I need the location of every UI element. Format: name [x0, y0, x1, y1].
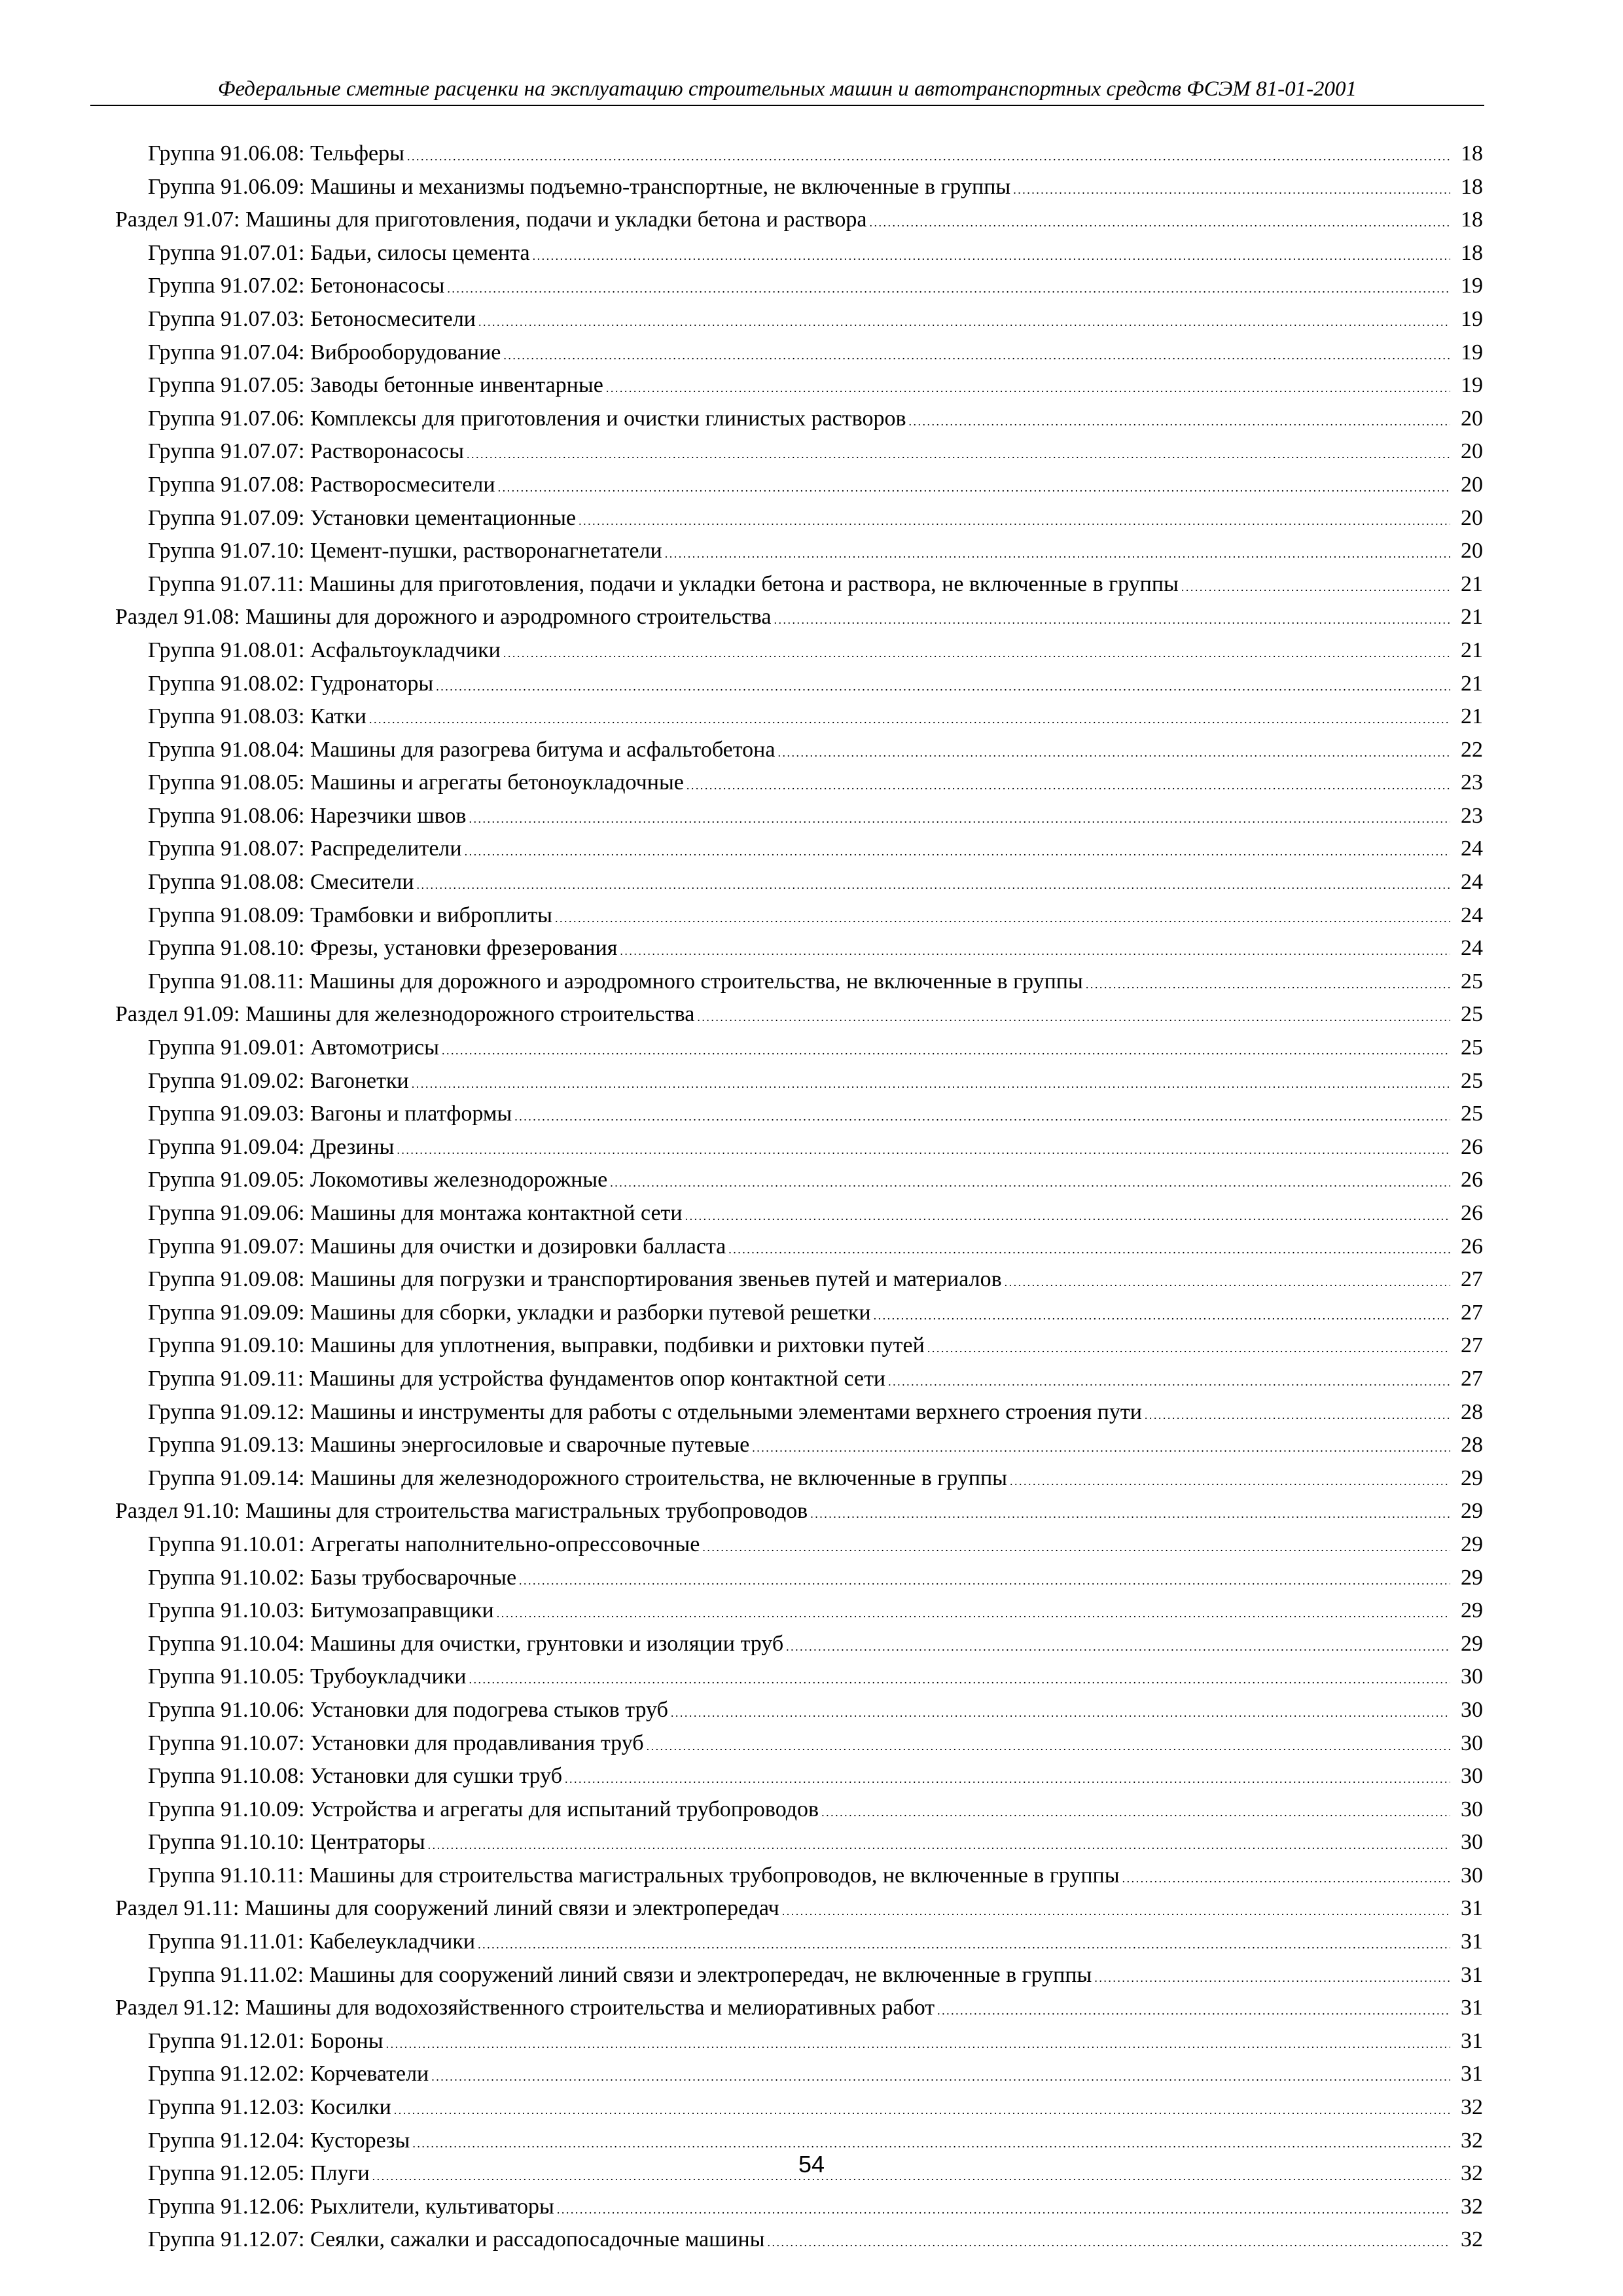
toc-entry-page-number: 19 [1461, 340, 1483, 365]
toc-group-entry[interactable] [115, 965, 1483, 999]
toc-group-entry[interactable] [115, 700, 1483, 734]
toc-entry-title: Группа 91.07.09: Установки цементационные [148, 505, 577, 530]
toc-entry-title: Группа 91.07.07: Растворонасосы [148, 439, 464, 464]
toc-entry-title: Группа 91.08.02: Гудронаторы [148, 671, 434, 696]
toc-entry-page-number: 23 [1461, 803, 1483, 828]
toc-entry-title: Раздел 91.08: Машины для дорожного и аэродромного строительства [115, 605, 772, 630]
toc-dot-leader [1086, 965, 1450, 999]
toc-entry-title: Группа 91.07.11: Машины для приготовления, подачи и укладки бетона и раствора, не включенные в группы [148, 571, 1179, 596]
toc-group-entry[interactable] [115, 1031, 1483, 1065]
toc-dot-leader [514, 1098, 1450, 1131]
toc-group-entry[interactable] [115, 2058, 1483, 2091]
toc-entry-page-number: 32 [1461, 2227, 1483, 2252]
toc-entry-title: Группа 91.10.11: Машины для строительства магистральных трубопроводов, не включенные в группы [148, 1863, 1120, 1888]
toc-section-entry[interactable] [115, 1992, 1483, 2025]
toc-entry-page-number: 25 [1461, 1035, 1483, 1060]
toc-dot-leader [1122, 1859, 1450, 1893]
toc-dot-leader [497, 1594, 1450, 1628]
toc-entry-title: Группа 91.07.03: Бетоносмесители [148, 306, 476, 331]
toc-entry-title: Группа 91.12.02: Корчеватели [148, 2062, 429, 2087]
toc-dot-leader [1181, 568, 1450, 601]
toc-entry-title: Группа 91.09.11: Машины для устройства фундаментов опор контактной сети [148, 1366, 886, 1391]
toc-group-entry[interactable] [115, 833, 1483, 866]
toc-dot-leader [465, 833, 1450, 866]
toc-dot-leader [394, 2091, 1450, 2125]
toc-group-entry[interactable] [115, 766, 1483, 800]
toc-entry-title: Раздел 91.12: Машины для водохозяйственного строительства и мелиоративных работ [115, 1996, 935, 2020]
toc-dot-leader [503, 634, 1450, 668]
toc-entry-title: Группа 91.09.07: Машины для очистки и дозировки балласта [148, 1234, 726, 1259]
toc-group-entry[interactable] [115, 270, 1483, 303]
toc-entry-title: Группа 91.08.11: Машины для дорожного и аэродромного строительства, не включенные в группы [148, 969, 1083, 994]
toc-entry-page-number: 18 [1461, 207, 1483, 232]
toc-dot-leader [397, 1131, 1450, 1164]
toc-dot-leader [768, 2223, 1450, 2257]
toc-dot-leader [620, 932, 1450, 965]
toc-entry-title: Группа 91.08.04: Машины для разогрева битума и асфальтобетона [148, 737, 776, 762]
toc-entry-title: Раздел 91.10: Машины для строительства магистральных трубопроводов [115, 1499, 808, 1524]
toc-group-entry[interactable] [115, 568, 1483, 601]
toc-entry-title: Группа 91.08.09: Трамбовки и виброплиты [148, 903, 552, 927]
toc-entry-page-number: 28 [1461, 1433, 1483, 1458]
toc-dot-leader [428, 1826, 1450, 1859]
toc-group-entry[interactable] [115, 1826, 1483, 1859]
toc-dot-leader [503, 336, 1450, 370]
toc-entry-page-number: 25 [1461, 1002, 1483, 1027]
toc-dot-leader [467, 435, 1450, 469]
toc-dot-leader [786, 1628, 1450, 1661]
header-divider [90, 105, 1484, 106]
toc-dot-leader [1013, 171, 1450, 204]
toc-group-entry[interactable] [115, 535, 1483, 568]
toc-group-entry[interactable] [115, 1230, 1483, 1264]
toc-entry-title: Группа 91.12.05: Плуги [148, 2161, 370, 2186]
toc-entry-page-number: 18 [1461, 141, 1483, 166]
toc-entry-title: Группа 91.09.08: Машины для погрузки и транспортирования звеньев путей и материалов [148, 1267, 1002, 1292]
toc-entry-title: Группа 91.10.04: Машины для очистки, грунтовки и изоляции труб [148, 1631, 784, 1656]
toc-group-entry[interactable] [115, 800, 1483, 833]
toc-entry-page-number: 27 [1461, 1300, 1483, 1325]
toc-entry-title: Раздел 91.11: Машины для сооружений линий связи и электропередач [115, 1896, 779, 1921]
toc-entry-title: Группа 91.11.02: Машины для сооружений линий связи и электропередач, не включенные в группы [148, 1962, 1092, 1987]
toc-entry-title: Группа 91.07.02: Бетононасосы [148, 274, 445, 298]
toc-dot-leader [665, 535, 1450, 568]
toc-group-entry[interactable] [115, 1098, 1483, 1131]
toc-entry-title: Группа 91.12.07: Сеялки, сажалки и рассадопосадочные машины [148, 2227, 765, 2252]
toc-entry-page-number: 27 [1461, 1333, 1483, 1358]
toc-entry-title: Группа 91.11.01: Кабелеукладчики [148, 1929, 476, 1954]
toc-group-entry[interactable] [115, 634, 1483, 668]
toc-dot-leader [610, 1164, 1450, 1197]
toc-entry-title: Группа 91.09.13: Машины энергосиловые и сварочные путевые [148, 1433, 750, 1458]
toc-group-entry[interactable] [115, 1396, 1483, 1429]
toc-entry-page-number: 31 [1461, 2062, 1483, 2087]
toc-group-entry[interactable] [115, 1065, 1483, 1098]
toc-dot-leader [909, 403, 1450, 436]
toc-entry-page-number: 27 [1461, 1267, 1483, 1292]
toc-entry-title: Группа 91.10.09: Устройства и агрегаты для испытаний трубопроводов [148, 1797, 819, 1821]
toc-group-entry[interactable] [115, 1263, 1483, 1297]
toc-entry-page-number: 18 [1461, 240, 1483, 265]
toc-dot-leader [469, 800, 1450, 833]
toc-dot-leader [498, 469, 1450, 502]
toc-group-entry[interactable] [115, 1760, 1483, 1793]
toc-entry-page-number: 31 [1461, 1896, 1483, 1921]
toc-group-entry[interactable] [115, 435, 1483, 469]
toc-entry-page-number: 22 [1461, 737, 1483, 762]
toc-group-entry[interactable] [115, 1363, 1483, 1396]
toc-entry-page-number: 30 [1461, 1863, 1483, 1888]
toc-group-entry[interactable] [115, 1926, 1483, 1959]
toc-entry-title: Группа 91.10.06: Установки для подогрева стыков труб [148, 1697, 668, 1722]
toc-entry-page-number: 21 [1461, 671, 1483, 696]
toc-dot-leader [874, 1297, 1450, 1330]
toc-group-entry[interactable] [115, 1694, 1483, 1727]
toc-group-entry[interactable] [115, 1594, 1483, 1628]
toc-group-entry[interactable] [115, 237, 1483, 270]
toc-entry-page-number: 30 [1461, 1697, 1483, 1722]
toc-entry-title: Группа 91.10.05: Трубоукладчики [148, 1664, 467, 1689]
toc-group-entry[interactable] [115, 1660, 1483, 1694]
toc-group-entry[interactable] [115, 2025, 1483, 2058]
toc-entry-page-number: 29 [1461, 1631, 1483, 1656]
toc-entry-title: Группа 91.07.08: Растворосмесители [148, 472, 495, 497]
toc-entry-title: Группа 91.06.08: Тельферы [148, 141, 404, 166]
toc-dot-leader [386, 2025, 1450, 2058]
toc-entry-title: Группа 91.10.07: Установки для продавливания труб [148, 1731, 644, 1755]
toc-entry-title: Группа 91.08.03: Катки [148, 704, 367, 729]
toc-entry-page-number: 25 [1461, 1068, 1483, 1093]
toc-entry-title: Группа 91.08.06: Нарезчики швов [148, 803, 467, 828]
toc-group-entry[interactable] [115, 137, 1483, 171]
toc-entry-page-number: 30 [1461, 1797, 1483, 1821]
toc-section-entry[interactable] [115, 998, 1483, 1031]
toc-entry-title: Группа 91.06.09: Машины и механизмы подъемно-транспортные, не включенные в группы [148, 174, 1011, 199]
toc-entry-page-number: 24 [1461, 903, 1483, 927]
toc-entry-title: Группа 91.10.10: Центраторы [148, 1830, 425, 1855]
toc-dot-leader [442, 1031, 1450, 1065]
toc-entry-title: Группа 91.12.01: Бороны [148, 2028, 383, 2053]
toc-section-entry[interactable] [115, 1892, 1483, 1926]
toc-dot-leader [606, 369, 1450, 403]
toc-dot-leader [469, 1660, 1450, 1694]
toc-entry-page-number: 21 [1461, 571, 1483, 596]
toc-entry-title: Группа 91.09.02: Вагонетки [148, 1068, 409, 1093]
toc-group-entry[interactable] [115, 899, 1483, 933]
toc-dot-leader [1005, 1263, 1450, 1297]
toc-entry-title: Группа 91.09.10: Машины для уплотнения, выправки, подбивки и рихтовки путей [148, 1333, 925, 1358]
toc-group-entry[interactable] [115, 1329, 1483, 1363]
toc-entry-page-number: 21 [1461, 605, 1483, 630]
toc-group-entry[interactable] [115, 502, 1483, 535]
toc-entry-title: Группа 91.07.05: Заводы бетонные инвентарные [148, 373, 603, 398]
toc-dot-leader [557, 2191, 1450, 2224]
toc-entry-title: Группа 91.09.04: Дрезины [148, 1134, 395, 1159]
toc-entry-page-number: 31 [1461, 1962, 1483, 1987]
toc-dot-leader [685, 1197, 1450, 1230]
toc-dot-leader [478, 303, 1450, 336]
toc-group-entry[interactable] [115, 866, 1483, 899]
toc-group-entry[interactable] [115, 1793, 1483, 1827]
toc-group-entry[interactable] [115, 1959, 1483, 1992]
toc-dot-leader [728, 1230, 1450, 1264]
toc-dot-leader [565, 1760, 1450, 1793]
toc-entry-page-number: 20 [1461, 539, 1483, 564]
toc-entry-page-number: 20 [1461, 505, 1483, 530]
toc-group-entry[interactable] [115, 171, 1483, 204]
toc-dot-leader [1094, 1959, 1450, 1992]
toc-entry-page-number: 20 [1461, 439, 1483, 464]
toc-entry-page-number: 29 [1461, 1499, 1483, 1524]
toc-dot-leader [937, 1992, 1450, 2025]
toc-group-entry[interactable] [115, 369, 1483, 403]
toc-group-entry[interactable] [115, 1197, 1483, 1230]
toc-dot-leader [519, 1562, 1450, 1595]
toc-entry-page-number: 30 [1461, 1664, 1483, 1689]
toc-entry-title: Группа 91.12.04: Кусторезы [148, 2128, 410, 2153]
toc-entry-title: Группа 91.10.08: Установки для сушки труб [148, 1764, 563, 1789]
toc-group-entry[interactable] [115, 2091, 1483, 2125]
toc-dot-leader [671, 1694, 1450, 1727]
toc-dot-leader [870, 204, 1450, 237]
toc-group-entry[interactable] [115, 1562, 1483, 1595]
toc-dot-leader [697, 998, 1450, 1031]
toc-dot-leader [407, 137, 1450, 171]
toc-entry-page-number: 19 [1461, 306, 1483, 331]
toc-entry-page-number: 31 [1461, 1929, 1483, 1954]
toc-entry-title: Группа 91.07.06: Комплексы для приготовления и очистки глинистых растворов [148, 406, 906, 431]
toc-entry-title: Группа 91.12.03: Косилки [148, 2095, 391, 2120]
toc-group-entry[interactable] [115, 303, 1483, 336]
toc-dot-leader [702, 1528, 1450, 1562]
toc-entry-page-number: 32 [1461, 2161, 1483, 2186]
toc-entry-title: Группа 91.09.05: Локомотивы железнодорожные [148, 1168, 608, 1193]
toc-entry-page-number: 32 [1461, 2194, 1483, 2219]
toc-entry-page-number: 20 [1461, 406, 1483, 431]
toc-entry-page-number: 25 [1461, 969, 1483, 994]
toc-dot-leader [436, 668, 1450, 701]
toc-entry-title: Группа 91.09.03: Вагоны и платформы [148, 1102, 512, 1126]
toc-dot-leader [478, 1926, 1450, 1959]
toc-entry-page-number: 24 [1461, 936, 1483, 961]
toc-section-entry[interactable] [115, 204, 1483, 237]
toc-entry-title: Группа 91.07.10: Цемент-пушки, растворонагнетатели [148, 539, 662, 564]
toc-entry-page-number: 18 [1461, 174, 1483, 199]
toc-entry-page-number: 20 [1461, 472, 1483, 497]
toc-dot-leader [821, 1793, 1450, 1827]
toc-group-entry[interactable] [115, 1429, 1483, 1462]
toc-entry-title: Группа 91.08.10: Фрезы, установки фрезерования [148, 936, 618, 961]
toc-dot-leader [777, 734, 1450, 767]
toc-entry-page-number: 26 [1461, 1168, 1483, 1193]
toc-entry-page-number: 26 [1461, 1134, 1483, 1159]
toc-entry-title: Группа 91.08.05: Машины и агрегаты бетоноукладочные [148, 770, 684, 795]
toc-entry-page-number: 29 [1461, 1465, 1483, 1490]
toc-dot-leader [782, 1892, 1450, 1926]
toc-entry-page-number: 30 [1461, 1731, 1483, 1755]
toc-dot-leader [810, 1495, 1450, 1528]
toc-dot-leader [774, 601, 1451, 634]
toc-entry-page-number: 24 [1461, 870, 1483, 895]
toc-entry-title: Группа 91.08.08: Смесители [148, 870, 414, 895]
toc-entry-title: Группа 91.07.01: Бадьи, силосы цемента [148, 240, 530, 265]
toc-entry-page-number: 19 [1461, 274, 1483, 298]
toc-group-entry[interactable] [115, 932, 1483, 965]
toc-dot-leader [431, 2058, 1450, 2091]
toc-entry-title: Группа 91.10.03: Битумозаправщики [148, 1598, 494, 1623]
toc-entry-page-number: 30 [1461, 1764, 1483, 1789]
toc-group-entry[interactable] [115, 668, 1483, 701]
toc-group-entry[interactable] [115, 1462, 1483, 1496]
table-of-contents [115, 137, 1483, 2257]
toc-group-entry[interactable] [115, 1131, 1483, 1164]
toc-entry-page-number: 27 [1461, 1366, 1483, 1391]
toc-dot-leader [447, 270, 1450, 303]
toc-entry-title: Группа 91.12.06: Рыхлители, культиваторы [148, 2194, 554, 2219]
toc-group-entry[interactable] [115, 336, 1483, 370]
toc-entry-page-number: 31 [1461, 1996, 1483, 2020]
toc-entry-title: Группа 91.09.06: Машины для монтажа контактной сети [148, 1201, 683, 1225]
toc-entry-page-number: 29 [1461, 1565, 1483, 1590]
running-header: Федеральные сметные расценки на эксплуатацию строительных машин и автотранспортных средств ФСЭМ 81-01-2001 [217, 77, 1357, 101]
toc-dot-leader [417, 866, 1450, 899]
toc-entry-title: Раздел 91.07: Машины для приготовления, подачи и укладки бетона и раствора [115, 207, 867, 232]
toc-entry-page-number: 28 [1461, 1399, 1483, 1424]
toc-dot-leader [1145, 1396, 1450, 1429]
toc-section-entry[interactable] [115, 601, 1483, 634]
toc-entry-page-number: 19 [1461, 373, 1483, 398]
toc-dot-leader [927, 1329, 1450, 1363]
toc-dot-leader [687, 766, 1450, 800]
toc-entry-title: Группа 91.10.02: Базы трубосварочные [148, 1565, 517, 1590]
toc-group-entry[interactable] [115, 1727, 1483, 1761]
toc-entry-title: Раздел 91.09: Машины для железнодорожного строительства [115, 1002, 695, 1027]
toc-group-entry[interactable] [115, 1164, 1483, 1197]
toc-dot-leader [412, 1065, 1450, 1098]
toc-entry-title: Группа 91.08.01: Асфальтоукладчики [148, 637, 501, 662]
toc-entry-title: Группа 91.10.01: Агрегаты наполнительно-опрессовочные [148, 1532, 700, 1556]
toc-entry-page-number: 21 [1461, 637, 1483, 662]
toc-dot-leader [752, 1429, 1450, 1462]
toc-dot-leader [369, 700, 1450, 734]
toc-entry-page-number: 31 [1461, 2028, 1483, 2053]
toc-entry-title: Группа 91.09.14: Машины для железнодорожного строительства, не включенные в группы [148, 1465, 1007, 1490]
toc-group-entry[interactable] [115, 1528, 1483, 1562]
page-number: 54 [798, 2151, 825, 2178]
toc-entry-page-number: 21 [1461, 704, 1483, 729]
toc-entry-title: Группа 91.09.01: Автомотрисы [148, 1035, 439, 1060]
toc-group-entry[interactable] [115, 2191, 1483, 2224]
toc-entry-page-number: 32 [1461, 2128, 1483, 2153]
toc-group-entry[interactable] [115, 1297, 1483, 1330]
toc-group-entry[interactable] [115, 403, 1483, 436]
toc-entry-title: Группа 91.09.12: Машины и инструменты для работы с отдельными элементами верхнего строения пути [148, 1399, 1142, 1424]
toc-group-entry[interactable] [115, 734, 1483, 767]
toc-entry-page-number: 30 [1461, 1830, 1483, 1855]
toc-dot-leader [533, 237, 1450, 270]
toc-group-entry[interactable] [115, 2223, 1483, 2257]
toc-entry-page-number: 23 [1461, 770, 1483, 795]
toc-section-entry[interactable] [115, 1495, 1483, 1528]
toc-entry-title: Группа 91.08.07: Распределители [148, 836, 462, 861]
toc-dot-leader [555, 899, 1450, 933]
toc-dot-leader [1010, 1462, 1450, 1496]
toc-entry-page-number: 29 [1461, 1532, 1483, 1556]
toc-dot-leader [888, 1363, 1450, 1396]
toc-entry-page-number: 29 [1461, 1598, 1483, 1623]
toc-dot-leader [647, 1727, 1450, 1761]
toc-group-entry[interactable] [115, 1859, 1483, 1893]
toc-group-entry[interactable] [115, 1628, 1483, 1661]
toc-dot-leader [579, 502, 1450, 535]
toc-entry-page-number: 26 [1461, 1234, 1483, 1259]
toc-entry-page-number: 26 [1461, 1201, 1483, 1225]
toc-entry-title: Группа 91.07.04: Виброоборудование [148, 340, 501, 365]
toc-entry-page-number: 25 [1461, 1102, 1483, 1126]
toc-entry-title: Группа 91.09.09: Машины для сборки, укладки и разборки путевой решетки [148, 1300, 871, 1325]
toc-entry-page-number: 24 [1461, 836, 1483, 861]
toc-entry-page-number: 32 [1461, 2095, 1483, 2120]
toc-group-entry[interactable] [115, 469, 1483, 502]
